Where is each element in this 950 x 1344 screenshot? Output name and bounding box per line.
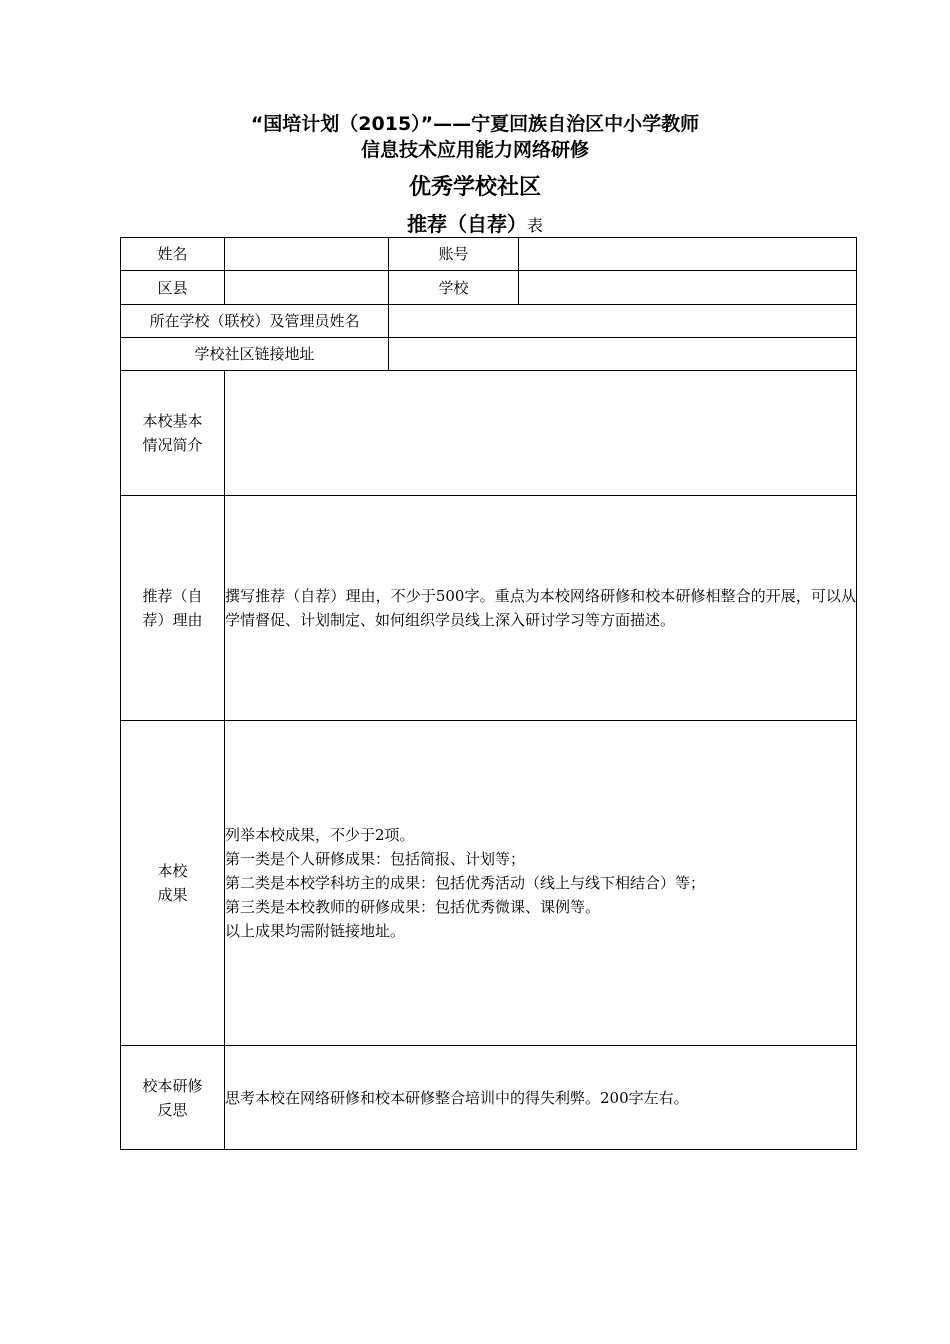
name-field[interactable] — [225, 238, 389, 271]
intro-field[interactable] — [225, 371, 857, 496]
reflection-label-line-1: 校本研修 — [142, 1076, 203, 1095]
community-link-field[interactable] — [389, 338, 857, 371]
community-link-label: 学校社区链接地址 — [121, 338, 389, 371]
district-label: 区县 — [121, 271, 225, 305]
intro-label-line-1: 本校基本 — [142, 412, 203, 430]
row-name-account — [121, 238, 857, 271]
account-label: 账号 — [389, 238, 519, 271]
subtitle-bold: 推荐（自荐） — [406, 212, 527, 236]
achievements-field[interactable] — [225, 721, 857, 1046]
account-field[interactable] — [519, 238, 857, 271]
district-field[interactable] — [225, 271, 389, 305]
achievements-line: 列举本校成果，不少于2项。 — [225, 826, 415, 844]
admin-field[interactable] — [389, 305, 857, 338]
achievements-line: 第一类是个人研修成果：包括简报、计划等； — [225, 850, 526, 868]
intro-label — [121, 371, 225, 496]
name-label: 姓名 — [121, 238, 225, 271]
school-field[interactable] — [519, 271, 857, 305]
recommendation-form — [120, 237, 857, 1150]
reflection-label-line-2: 反思 — [157, 1100, 188, 1119]
subtitle-suffix: 表 — [526, 216, 543, 235]
school-label: 学校 — [389, 271, 519, 305]
row-admin — [121, 305, 857, 338]
row-community-link — [121, 338, 857, 371]
achievements-label — [121, 721, 225, 1046]
row-reason — [121, 496, 857, 721]
reason-field[interactable]: 撰写推荐（自荐）理由，不少于500字。重点为本校网络研修和校本研修相整合的开展，可以从学情督促、计划制定、如何组织学员线上深入研讨学习等方面描述。 — [225, 496, 857, 721]
reason-label — [121, 496, 225, 721]
reason-label-line-2: 荐）理由 — [142, 611, 203, 629]
achievements-line: 第二类是本校学科坊主的成果：包括优秀活动（线上与线下相结合）等； — [225, 874, 706, 892]
achievements-line: 以上成果均需附链接地址。 — [225, 922, 406, 940]
admin-label: 所在学校（联校）及管理员姓名 — [121, 305, 389, 338]
row-achievements — [121, 721, 857, 1046]
achievements-line: 第三类是本校教师的研修成果：包括优秀微课、课例等。 — [225, 898, 601, 916]
row-district-school — [121, 271, 857, 305]
intro-label-line-2: 情况简介 — [142, 436, 203, 454]
row-reflection — [121, 1046, 857, 1150]
reflection-field[interactable]: 思考本校在网络研修和校本研修整合培训中的得失利弊。200字左右。 — [225, 1046, 857, 1150]
row-intro — [121, 371, 857, 496]
form-subtitle — [0, 210, 950, 240]
page-title: 优秀学校社区 — [408, 175, 541, 200]
title-line-2: 信息技术应用能力网络研修 — [360, 139, 589, 161]
achievements-label-line-2: 成果 — [157, 886, 188, 904]
title-line-1: “国培计划（2015）”——宁夏回族自治区中小学教师 — [250, 113, 700, 135]
achievements-label-line-1: 本校 — [157, 862, 188, 880]
reason-label-line-1: 推荐（自 — [142, 587, 203, 605]
reflection-label — [121, 1046, 225, 1150]
